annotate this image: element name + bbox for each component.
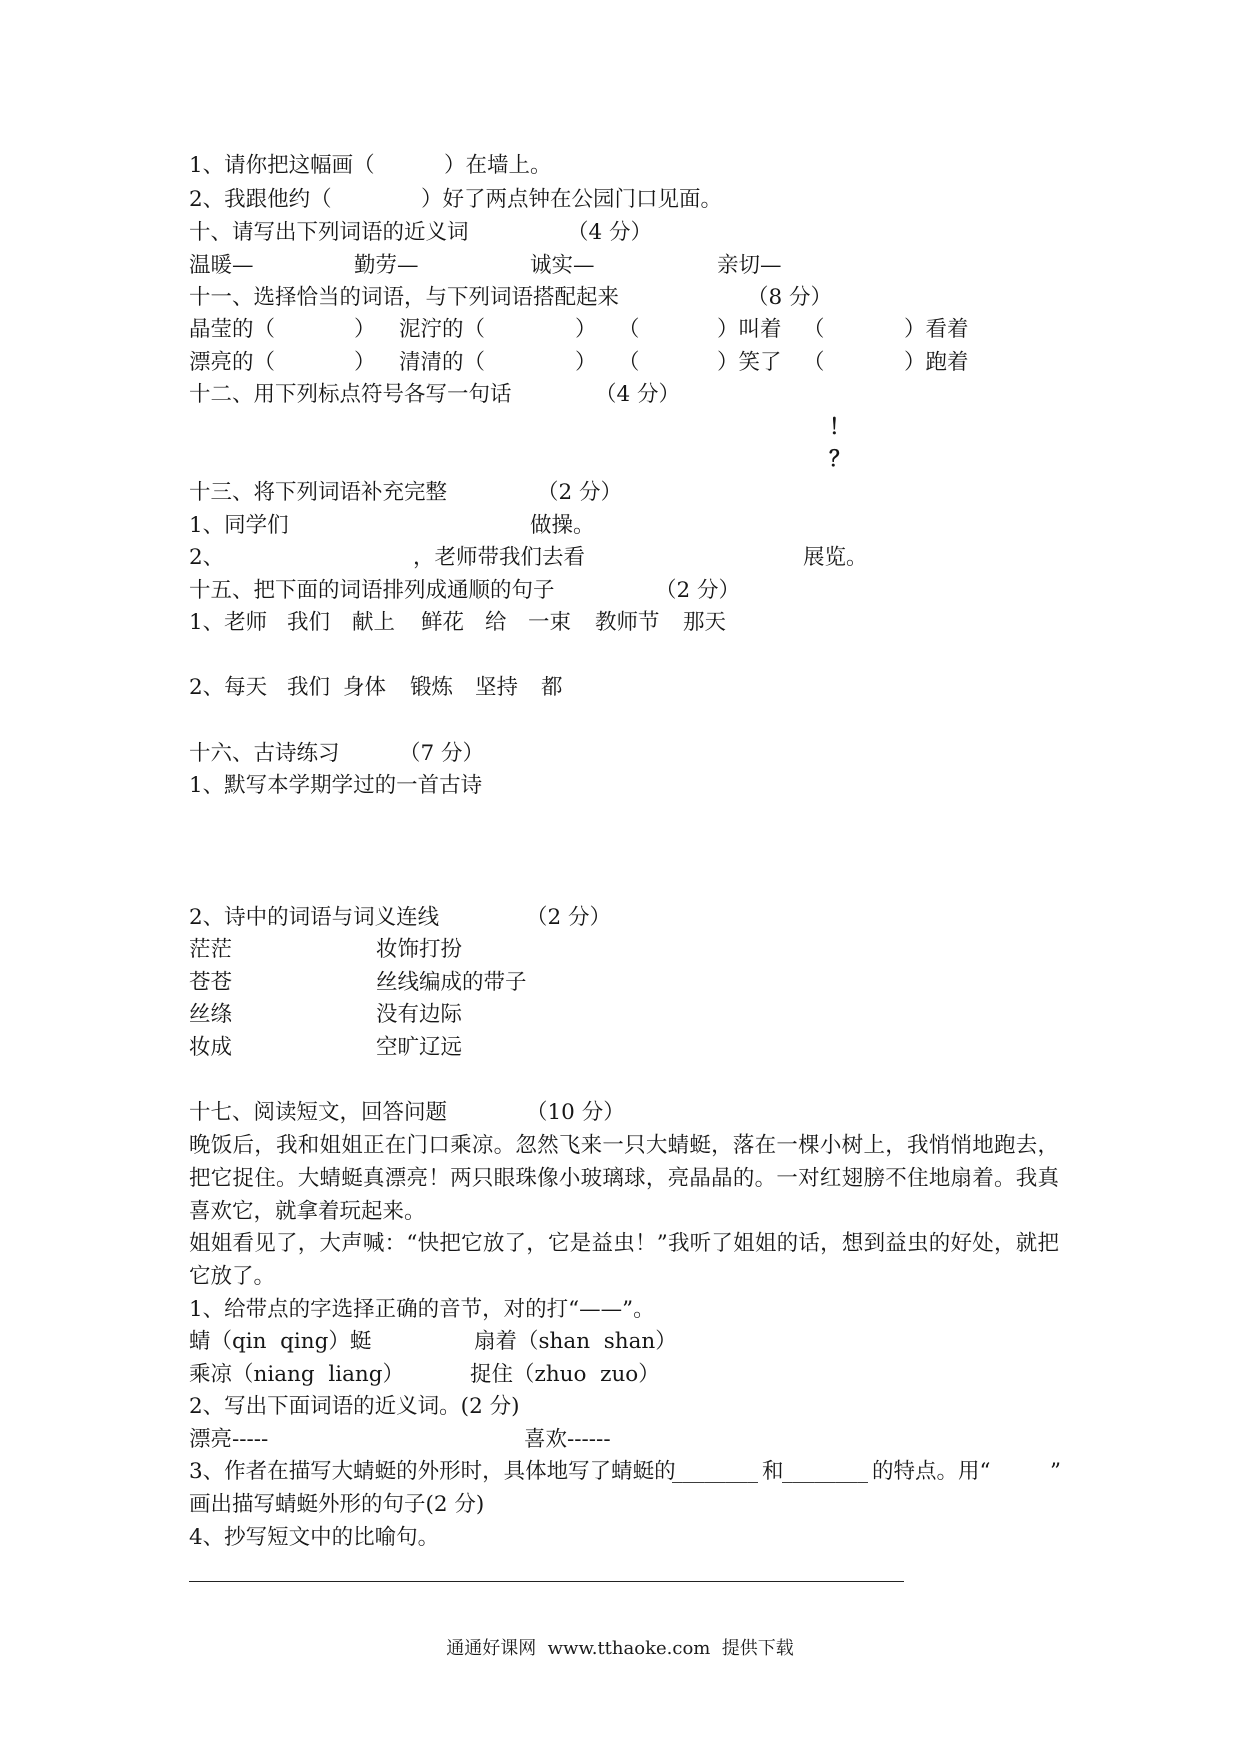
q15-s1-word: 一束: [528, 610, 572, 635]
passage-line: 晚饭后，我和姐姐正在门口乘凉。忽然飞来一只大蜻蜓，落在一棵小树上，我悄悄地跑去，: [189, 1133, 1059, 1158]
q15-s2-word: 都: [541, 675, 563, 700]
q11-row2-seg: 漂亮的（: [189, 350, 276, 375]
fill-item-1-tail: ）在墙上。: [444, 153, 552, 178]
q11-row2-seg: ）: [575, 350, 597, 375]
answer-line: [189, 1581, 904, 1582]
q17-title: 十七、阅读短文，回答问题: [189, 1100, 448, 1125]
q13-line2-seg: 展览。: [803, 545, 868, 570]
poem-word: 茫茫: [189, 937, 233, 962]
q13-line1-seg: 做操。: [530, 513, 595, 538]
q11-row1-seg: （: [803, 317, 825, 342]
poem-word: 苍苍: [189, 970, 233, 995]
fill-item-2-tail: ）好了两点钟在公园门口见面。: [421, 187, 723, 212]
q15-s1-word: 1、老师: [189, 610, 268, 635]
poem-meaning: 妆饰打扮: [376, 937, 463, 962]
q11-row2-seg: ）跑着: [904, 350, 969, 375]
q13-title: 十三、将下列词语补充完整: [189, 480, 448, 505]
q10-word: 勤劳—: [354, 253, 419, 278]
q15-title: 十五、把下面的词语排列成通顺的句子: [189, 578, 555, 603]
q15-score: （2 分）: [655, 578, 741, 603]
passage-line: 它放了。: [189, 1264, 276, 1289]
q17-sub2: 2、写出下面词语的近义词。(2 分): [189, 1394, 520, 1419]
q11-row1-seg: 晶莹的（: [189, 317, 276, 342]
q16-score: （7 分）: [399, 741, 485, 766]
fill-item-1-text: 1、请你把这幅画（: [189, 153, 375, 178]
pinyin-choice: 乘凉（niang liang）: [189, 1362, 405, 1387]
poem-meaning: 空旷辽远: [376, 1035, 463, 1060]
q15-s1-word: 教师节: [595, 610, 660, 635]
pinyin-choice: 扇着（shan shan）: [474, 1329, 677, 1354]
q15-s2-word: 我们: [287, 675, 331, 700]
q12-score: （4 分）: [595, 382, 681, 407]
q12-title: 十二、用下列标点符号各写一句话: [189, 382, 512, 407]
q13-line2-seg: ，老师带我们去看: [413, 545, 586, 570]
q11-row2-seg: ）: [354, 350, 376, 375]
q17-sub3-blank: ________: [672, 1459, 758, 1484]
q13-score: （2 分）: [537, 480, 623, 505]
q15-s1-word: 那天: [683, 610, 727, 635]
q13-line1-seg: 1、同学们: [189, 513, 289, 538]
poem-meaning: 没有边际: [376, 1002, 463, 1027]
poem-word: 妆成: [189, 1035, 233, 1060]
q15-s2-word: 身体: [343, 675, 387, 700]
pinyin-choice: 蜻（qin qing）蜓: [189, 1329, 372, 1354]
q16-sub2-score: （2 分）: [526, 905, 612, 930]
q11-row1-seg: 泥泞的（: [399, 317, 486, 342]
q16-sub1: 1、默写本学期学过的一首古诗: [189, 773, 483, 798]
q17-sub3-continued: 画出描写蜻蜓外形的句子(2 分): [189, 1492, 485, 1517]
q10-score: （4 分）: [567, 220, 653, 245]
q17-sub3-blank: ________: [782, 1459, 868, 1484]
q17-score: （10 分）: [526, 1100, 625, 1125]
q17-sub3-text: 3、作者在描写大蜻蜓的外形时，具体地写了蜻蜓的: [189, 1459, 676, 1484]
q10-word: 亲切—: [717, 253, 782, 278]
q15-s2-word: 2、每天: [189, 675, 268, 700]
q11-row2-seg: 清清的（: [399, 350, 486, 375]
q15-s1-word: 献上: [352, 610, 396, 635]
poem-word: 丝绦: [189, 1002, 233, 1027]
poem-meaning: 丝线编成的带子: [376, 970, 527, 995]
page-footer: 通通好课网 www.tthaoke.com 提供下载: [446, 1638, 794, 1659]
q17-sub1: 1、给带点的字选择正确的音节，对的打“——”。: [189, 1297, 655, 1322]
q16-sub2-title: 2、诗中的词语与词义连线: [189, 905, 440, 930]
q11-row1-seg: ）: [575, 317, 597, 342]
q11-row1-seg: ）: [354, 317, 376, 342]
exclamation-mark: ！: [829, 415, 851, 440]
q15-s1-word: 我们: [287, 610, 331, 635]
q13-line2-seg: 2、: [189, 545, 225, 570]
q11-score: （8 分）: [747, 285, 833, 310]
q17-sub3-close-quote: ”: [1050, 1459, 1061, 1484]
passage-line: 姐姐看见了，大声喊：“快把它放了，它是益虫！”我听了姐姐的话，想到益虫的好处，就把: [189, 1231, 1059, 1256]
q17-sub3-tail: 的特点。用“: [872, 1459, 991, 1484]
fill-item-2-text: 2、我跟他约（: [189, 187, 332, 212]
question-mark: ？: [829, 447, 851, 472]
q15-s2-word: 锻炼: [410, 675, 454, 700]
synonym-item: 漂亮-----: [189, 1427, 269, 1452]
q11-row1-seg: （: [618, 317, 640, 342]
q10-word: 温暖—: [189, 253, 254, 278]
q11-row2-seg: ）笑了: [717, 350, 782, 375]
passage-line: 把它捉住。大蜻蜓真漂亮！两只眼珠像小玻璃球，亮晶晶的。一对红翅膀不住地扇着。我真: [189, 1166, 1059, 1191]
synonym-item: 喜欢------: [524, 1427, 611, 1452]
q15-s2-word: 坚持: [475, 675, 519, 700]
pinyin-choice: 捉住（zhuo zuo）: [470, 1362, 660, 1387]
q15-s1-word: 鲜花: [421, 610, 465, 635]
q17-sub4: 4、抄写短文中的比喻句。: [189, 1525, 440, 1550]
q10-title: 十、请写出下列词语的近义词: [189, 220, 469, 245]
q11-row2-seg: （: [803, 350, 825, 375]
q16-title: 十六、古诗练习: [189, 741, 340, 766]
q11-row2-seg: （: [618, 350, 640, 375]
passage-line: 喜欢它，就拿着玩起来。: [189, 1199, 426, 1224]
q11-title: 十一、选择恰当的词语，与下列词语搭配起来: [189, 285, 620, 310]
q17-sub3-and: 和: [762, 1459, 784, 1484]
q15-s1-word: 给: [485, 610, 507, 635]
q11-row1-seg: ）叫着: [717, 317, 782, 342]
q11-row1-seg: ）看着: [904, 317, 969, 342]
q10-word: 诚实—: [530, 253, 595, 278]
